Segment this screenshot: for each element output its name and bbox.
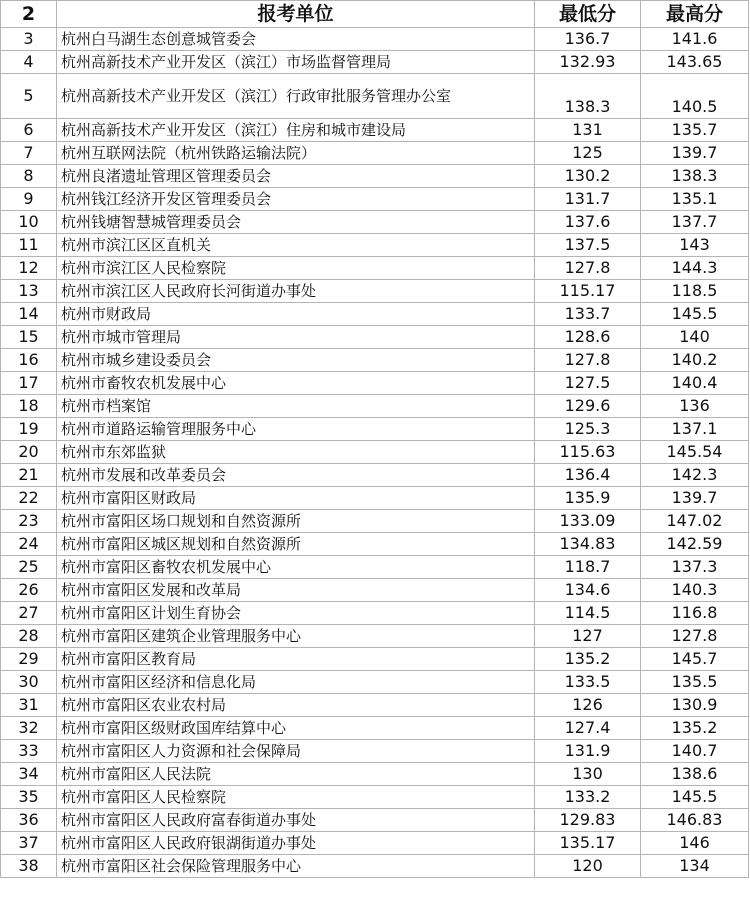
max-score-cell[interactable]: 145.7 bbox=[641, 648, 749, 671]
unit-name-cell[interactable]: 杭州高新技术产业开发区（滨江）市场监督管理局 bbox=[57, 51, 535, 74]
table-row bbox=[1, 809, 749, 832]
table-row bbox=[1, 671, 749, 694]
row-number-cell[interactable]: 24 bbox=[1, 533, 57, 556]
min-score-cell[interactable]: 126 bbox=[535, 694, 641, 717]
table-row bbox=[1, 556, 749, 579]
table-row bbox=[1, 418, 749, 441]
table-row bbox=[1, 119, 749, 142]
max-score-cell[interactable]: 141.6 bbox=[641, 28, 749, 51]
max-score-cell[interactable]: 135.7 bbox=[641, 119, 749, 142]
table-row bbox=[1, 763, 749, 786]
row-number-cell[interactable]: 8 bbox=[1, 165, 57, 188]
max-score-cell[interactable]: 140.5 bbox=[641, 74, 749, 119]
table-row bbox=[1, 74, 749, 119]
min-score-cell[interactable]: 131.7 bbox=[535, 188, 641, 211]
table-row bbox=[1, 740, 749, 763]
table-row bbox=[1, 280, 749, 303]
min-score-cell[interactable]: 133.09 bbox=[535, 510, 641, 533]
min-score-cell[interactable]: 114.5 bbox=[535, 602, 641, 625]
table-row bbox=[1, 395, 749, 418]
max-score-cell[interactable]: 142.59 bbox=[641, 533, 749, 556]
max-score-cell[interactable]: 140.3 bbox=[641, 579, 749, 602]
table-row bbox=[1, 855, 749, 878]
max-score-cell[interactable]: 140.7 bbox=[641, 740, 749, 763]
unit-name-cell[interactable]: 杭州钱塘智慧城管理委员会 bbox=[57, 211, 535, 234]
table-row bbox=[1, 579, 749, 602]
unit-name-cell[interactable]: 杭州市东郊监狱 bbox=[57, 441, 535, 464]
min-score-cell[interactable]: 127.8 bbox=[535, 257, 641, 280]
max-score-cell[interactable]: 142.3 bbox=[641, 464, 749, 487]
min-score-cell[interactable]: 136.4 bbox=[535, 464, 641, 487]
row-number-cell[interactable]: 11 bbox=[1, 234, 57, 257]
min-score-cell[interactable]: 129.83 bbox=[535, 809, 641, 832]
row-number-cell[interactable]: 37 bbox=[1, 832, 57, 855]
row-number-cell[interactable]: 35 bbox=[1, 786, 57, 809]
unit-name-cell[interactable]: 杭州市富阳区建筑企业管理服务中心 bbox=[57, 625, 535, 648]
max-score-cell[interactable]: 118.5 bbox=[641, 280, 749, 303]
max-score-cell[interactable]: 140.4 bbox=[641, 372, 749, 395]
unit-name-cell[interactable]: 杭州互联网法院（杭州铁路运输法院） bbox=[57, 142, 535, 165]
row-number-cell[interactable]: 9 bbox=[1, 188, 57, 211]
row-number-cell[interactable]: 2 bbox=[1, 1, 57, 28]
unit-name-cell[interactable]: 杭州市富阳区场口规划和自然资源所 bbox=[57, 510, 535, 533]
table-row bbox=[1, 487, 749, 510]
unit-name-cell[interactable]: 杭州市道路运输管理服务中心 bbox=[57, 418, 535, 441]
row-number-cell[interactable]: 36 bbox=[1, 809, 57, 832]
max-score-cell[interactable]: 144.3 bbox=[641, 257, 749, 280]
min-score-cell[interactable]: 127.8 bbox=[535, 349, 641, 372]
unit-name-cell[interactable]: 杭州市财政局 bbox=[57, 303, 535, 326]
unit-name-cell[interactable]: 杭州市富阳区教育局 bbox=[57, 648, 535, 671]
min-score-cell[interactable]: 138.3 bbox=[535, 74, 641, 119]
row-number-cell[interactable]: 34 bbox=[1, 763, 57, 786]
row-number-cell[interactable]: 16 bbox=[1, 349, 57, 372]
row-number-cell[interactable]: 29 bbox=[1, 648, 57, 671]
header-max-score[interactable]: 最高分 bbox=[641, 1, 749, 28]
row-number-cell[interactable]: 23 bbox=[1, 510, 57, 533]
max-score-cell[interactable]: 135.5 bbox=[641, 671, 749, 694]
header-unit[interactable]: 报考单位 bbox=[57, 1, 535, 28]
table-row bbox=[1, 372, 749, 395]
min-score-cell[interactable]: 129.6 bbox=[535, 395, 641, 418]
row-number-cell[interactable]: 21 bbox=[1, 464, 57, 487]
table-row bbox=[1, 303, 749, 326]
max-score-cell[interactable]: 127.8 bbox=[641, 625, 749, 648]
unit-name-cell[interactable]: 杭州市滨江区人民检察院 bbox=[57, 257, 535, 280]
row-number-cell[interactable]: 5 bbox=[1, 74, 57, 119]
row-number-cell[interactable]: 17 bbox=[1, 372, 57, 395]
table-row bbox=[1, 602, 749, 625]
min-score-cell[interactable]: 135.2 bbox=[535, 648, 641, 671]
max-score-cell[interactable]: 134 bbox=[641, 855, 749, 878]
table-row bbox=[1, 28, 749, 51]
max-score-cell[interactable]: 130.9 bbox=[641, 694, 749, 717]
min-score-cell[interactable]: 135.17 bbox=[535, 832, 641, 855]
table-row bbox=[1, 188, 749, 211]
max-score-cell[interactable]: 138.3 bbox=[641, 165, 749, 188]
max-score-cell[interactable]: 139.7 bbox=[641, 487, 749, 510]
min-score-cell[interactable]: 127 bbox=[535, 625, 641, 648]
table-row bbox=[1, 464, 749, 487]
max-score-cell[interactable]: 139.7 bbox=[641, 142, 749, 165]
unit-name-cell[interactable]: 杭州市富阳区农业农村局 bbox=[57, 694, 535, 717]
min-score-cell[interactable]: 130.2 bbox=[535, 165, 641, 188]
unit-name-cell[interactable]: 杭州市富阳区社会保险管理服务中心 bbox=[57, 855, 535, 878]
unit-name-cell[interactable]: 杭州市富阳区人民政府银湖街道办事处 bbox=[57, 832, 535, 855]
header-row bbox=[1, 1, 749, 28]
min-score-cell[interactable]: 120 bbox=[535, 855, 641, 878]
row-number-cell[interactable]: 14 bbox=[1, 303, 57, 326]
max-score-cell[interactable]: 135.2 bbox=[641, 717, 749, 740]
max-score-cell[interactable]: 145.5 bbox=[641, 303, 749, 326]
unit-name-cell[interactable]: 杭州市富阳区级财政国库结算中心 bbox=[57, 717, 535, 740]
header-min-score[interactable]: 最低分 bbox=[535, 1, 641, 28]
table-row bbox=[1, 51, 749, 74]
unit-name-cell[interactable]: 杭州市发展和改革委员会 bbox=[57, 464, 535, 487]
unit-name-cell[interactable]: 杭州市城乡建设委员会 bbox=[57, 349, 535, 372]
unit-name-cell[interactable]: 杭州市富阳区发展和改革局 bbox=[57, 579, 535, 602]
row-number-cell[interactable]: 15 bbox=[1, 326, 57, 349]
table-row bbox=[1, 786, 749, 809]
unit-name-cell[interactable]: 杭州良渚遗址管理区管理委员会 bbox=[57, 165, 535, 188]
table-row bbox=[1, 441, 749, 464]
table-row bbox=[1, 694, 749, 717]
row-number-cell[interactable]: 26 bbox=[1, 579, 57, 602]
unit-name-cell[interactable]: 杭州市富阳区畜牧农机发展中心 bbox=[57, 556, 535, 579]
unit-name-cell[interactable]: 杭州市富阳区人民法院 bbox=[57, 763, 535, 786]
unit-name-cell[interactable]: 杭州市富阳区城区规划和自然资源所 bbox=[57, 533, 535, 556]
row-number-cell[interactable]: 10 bbox=[1, 211, 57, 234]
max-score-cell[interactable]: 137.1 bbox=[641, 418, 749, 441]
max-score-cell[interactable]: 136 bbox=[641, 395, 749, 418]
row-number-cell[interactable]: 22 bbox=[1, 487, 57, 510]
table-row bbox=[1, 510, 749, 533]
min-score-cell[interactable]: 131 bbox=[535, 119, 641, 142]
min-score-cell[interactable]: 133.2 bbox=[535, 786, 641, 809]
table-row bbox=[1, 533, 749, 556]
table-row bbox=[1, 234, 749, 257]
max-score-cell[interactable]: 146 bbox=[641, 832, 749, 855]
max-score-cell[interactable]: 147.02 bbox=[641, 510, 749, 533]
table-row bbox=[1, 625, 749, 648]
row-number-cell[interactable]: 30 bbox=[1, 671, 57, 694]
row-number-cell[interactable]: 27 bbox=[1, 602, 57, 625]
min-score-cell[interactable]: 135.9 bbox=[535, 487, 641, 510]
table-row bbox=[1, 832, 749, 855]
row-number-cell[interactable]: 13 bbox=[1, 280, 57, 303]
min-score-cell[interactable]: 133.7 bbox=[535, 303, 641, 326]
row-number-cell[interactable]: 18 bbox=[1, 395, 57, 418]
row-number-cell[interactable]: 20 bbox=[1, 441, 57, 464]
unit-name-cell[interactable]: 杭州市畜牧农机发展中心 bbox=[57, 372, 535, 395]
min-score-cell[interactable]: 137.6 bbox=[535, 211, 641, 234]
min-score-cell[interactable]: 125 bbox=[535, 142, 641, 165]
unit-name-cell[interactable]: 杭州市富阳区人民检察院 bbox=[57, 786, 535, 809]
table-row bbox=[1, 648, 749, 671]
row-number-cell[interactable]: 31 bbox=[1, 694, 57, 717]
row-number-cell[interactable]: 7 bbox=[1, 142, 57, 165]
max-score-cell[interactable]: 140.2 bbox=[641, 349, 749, 372]
min-score-cell[interactable]: 136.7 bbox=[535, 28, 641, 51]
table-row bbox=[1, 326, 749, 349]
table-row bbox=[1, 349, 749, 372]
unit-name-cell[interactable]: 杭州市富阳区财政局 bbox=[57, 487, 535, 510]
max-score-cell[interactable]: 146.83 bbox=[641, 809, 749, 832]
max-score-cell[interactable]: 135.1 bbox=[641, 188, 749, 211]
max-score-cell[interactable]: 138.6 bbox=[641, 763, 749, 786]
table-row bbox=[1, 211, 749, 234]
max-score-cell[interactable]: 145.54 bbox=[641, 441, 749, 464]
max-score-cell[interactable]: 143 bbox=[641, 234, 749, 257]
row-number-cell[interactable]: 19 bbox=[1, 418, 57, 441]
unit-name-cell[interactable]: 杭州市滨江区人民政府长河街道办事处 bbox=[57, 280, 535, 303]
row-number-cell[interactable]: 33 bbox=[1, 740, 57, 763]
table-row bbox=[1, 257, 749, 280]
row-number-cell[interactable]: 12 bbox=[1, 257, 57, 280]
table-row bbox=[1, 165, 749, 188]
unit-name-cell[interactable]: 杭州市富阳区人民政府富春街道办事处 bbox=[57, 809, 535, 832]
row-number-cell[interactable]: 6 bbox=[1, 119, 57, 142]
max-score-cell[interactable]: 116.8 bbox=[641, 602, 749, 625]
min-score-cell[interactable]: 133.5 bbox=[535, 671, 641, 694]
row-number-cell[interactable]: 38 bbox=[1, 855, 57, 878]
min-score-cell[interactable]: 134.83 bbox=[535, 533, 641, 556]
min-score-cell[interactable]: 127.5 bbox=[535, 372, 641, 395]
unit-name-cell[interactable]: 杭州市富阳区计划生育协会 bbox=[57, 602, 535, 625]
max-score-cell[interactable]: 145.5 bbox=[641, 786, 749, 809]
table-row bbox=[1, 717, 749, 740]
min-score-cell[interactable]: 137.5 bbox=[535, 234, 641, 257]
row-number-cell[interactable]: 32 bbox=[1, 717, 57, 740]
row-number-cell[interactable]: 28 bbox=[1, 625, 57, 648]
unit-name-cell[interactable]: 杭州高新技术产业开发区（滨江）行政审批服务管理办公室 bbox=[57, 74, 535, 119]
unit-name-cell[interactable]: 杭州市富阳区人力资源和社会保障局 bbox=[57, 740, 535, 763]
min-score-cell[interactable]: 115.63 bbox=[535, 441, 641, 464]
min-score-cell[interactable]: 125.3 bbox=[535, 418, 641, 441]
min-score-cell[interactable]: 132.93 bbox=[535, 51, 641, 74]
row-number-cell[interactable]: 4 bbox=[1, 51, 57, 74]
row-number-cell[interactable]: 25 bbox=[1, 556, 57, 579]
unit-name-cell[interactable]: 杭州高新技术产业开发区（滨江）住房和城市建设局 bbox=[57, 119, 535, 142]
unit-name-cell[interactable]: 杭州白马湖生态创意城管委会 bbox=[57, 28, 535, 51]
unit-name-cell[interactable]: 杭州市城市管理局 bbox=[57, 326, 535, 349]
min-score-cell[interactable]: 115.17 bbox=[535, 280, 641, 303]
unit-name-cell[interactable]: 杭州市档案馆 bbox=[57, 395, 535, 418]
min-score-cell[interactable]: 128.6 bbox=[535, 326, 641, 349]
max-score-cell[interactable]: 140 bbox=[641, 326, 749, 349]
max-score-cell[interactable]: 137.3 bbox=[641, 556, 749, 579]
table-row bbox=[1, 142, 749, 165]
row-number-cell[interactable]: 3 bbox=[1, 28, 57, 51]
min-score-cell[interactable]: 127.4 bbox=[535, 717, 641, 740]
unit-name-cell[interactable]: 杭州市滨江区区直机关 bbox=[57, 234, 535, 257]
min-score-cell[interactable]: 131.9 bbox=[535, 740, 641, 763]
unit-name-cell[interactable]: 杭州市富阳区经济和信息化局 bbox=[57, 671, 535, 694]
unit-name-cell[interactable]: 杭州钱江经济开发区管理委员会 bbox=[57, 188, 535, 211]
max-score-cell[interactable]: 137.7 bbox=[641, 211, 749, 234]
min-score-cell[interactable]: 130 bbox=[535, 763, 641, 786]
max-score-cell[interactable]: 143.65 bbox=[641, 51, 749, 74]
min-score-cell[interactable]: 118.7 bbox=[535, 556, 641, 579]
min-score-cell[interactable]: 134.6 bbox=[535, 579, 641, 602]
